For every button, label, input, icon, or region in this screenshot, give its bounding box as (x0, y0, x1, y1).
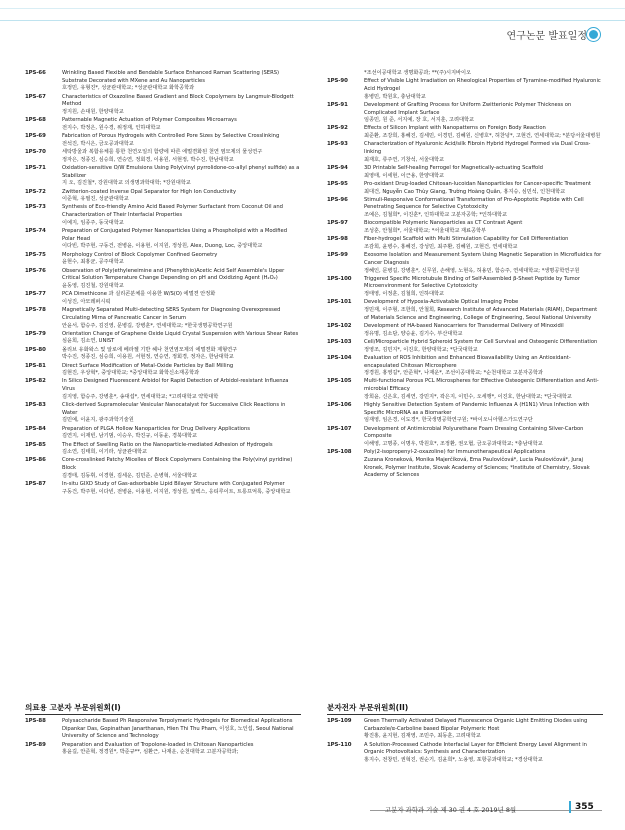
section-entries (25, 718, 301, 757)
program-entry (25, 133, 301, 148)
program-entry (327, 102, 603, 125)
left-column (25, 70, 301, 497)
program-entry (25, 718, 301, 741)
entry-id: 1PS-91 (327, 101, 348, 108)
entry-authors: 이성진, 아모레퍼시픽 (62, 298, 111, 305)
entry-id: 1PS-104 (327, 354, 352, 361)
entry-authors: Dipankar Das, Gopinathan Janarthanan, Hien Thi Thu Pham, 이성호, 노인섭, Seoul National University of Science and Technology (62, 725, 294, 740)
program-entry (327, 252, 603, 275)
entry-title: Wrinkling Based Flexible and Bendable Surface Enhanced Raman Scattering (SERS) Substrate Decorated with MXene and Au Nanoparticles (62, 70, 280, 84)
entry-authors: 김현진, 우상혁*, 중앙대학교; *중앙대학교 화학신소재공학과 (62, 370, 200, 377)
entry-authors: 김경태, 김동휘, 이경현, 김세운, 김민준, 손병혁, 서울대학교 (62, 472, 198, 479)
entry-title: Preparation of Conjugated Polymer Nanoparticles Using a Phospholipid with a Modified Polar Head (62, 228, 288, 242)
entry-title: Development of Hypoxia-Activatable Optical Imaging Probe (364, 299, 519, 306)
program-entry (327, 426, 603, 449)
program-entry (327, 78, 603, 101)
program-entry (327, 299, 603, 322)
entry-title: Preparation and Evaluation of Tropolone-loaded in Chitosan Nanoparticles (62, 741, 254, 748)
entry-title: 3D Printable Self-healing Ferrogel for Magnetically-actuating Scaffold (364, 164, 543, 171)
entry-id: 1PS-79 (25, 330, 46, 337)
entry-authors: 김연지, 이재빈, 남기범, 이승우, 박진규, 이동윤, 경북대학교 (62, 433, 198, 440)
entry-title: Orientation Change of Graphene Oxide Liquid Crystal Suspension with Various Shear Rates (62, 330, 299, 337)
entry-authors: 임재영, 임은경, 이도경*, 한국생명공학연구원; *바이오니아헬스가드연구단 (364, 417, 533, 424)
entry-authors: 임종민, 원 준, 서지예, 장 호, 서지훈, 고려대학교 (364, 117, 474, 124)
program-entry (25, 94, 301, 117)
section-molecular-electronics (327, 702, 603, 765)
entry-authors: 조성훈, 안철희*, 서울대학교; *서울대학교 재료공학부 (364, 228, 487, 235)
entry-title: Green Thermally Activated Delayed Fluorescence Organic Light Emitting Diodes using Carbazole/α-Carboline based Bipolar Polymeric Host (364, 718, 588, 732)
entry-id: 1PS-84 (25, 425, 46, 432)
entry-id: 1PS-75 (25, 251, 46, 258)
entry-authors: 정태영, 이정훈, 김철희, 인하대학교 (364, 291, 445, 298)
entry-id: 1PS-108 (327, 449, 352, 456)
entry-authors: 이준혁, 유필진, 성균관대학교 (62, 196, 129, 203)
entry-title: Characterization of Hyaluronic Acid/silk Fibroin Hybrid Hydrogel Formed via Dual Cross-linking (364, 141, 591, 156)
program-entry (25, 442, 301, 457)
entry-authors: 최준환, 조강희, 홍혜진, 김세민, 이경민, 김혜원, 신병호*, 허찬녕*, 고현건, 연세대학교; *분당서울대병원 (364, 133, 601, 140)
program-entry (327, 220, 603, 235)
program-entry (327, 276, 603, 299)
footer-bar (569, 801, 571, 813)
header-stripe (0, 0, 625, 9)
entry-authors: 정영조, 김민지*, 이진호, 한양대학교; *단국대학교 (364, 346, 478, 353)
entry-authors: 최영태, 이세현, 이근용, 한양대학교 (364, 172, 445, 179)
entry-title: Morphology Control of Block Copolymer Confined Geometry (62, 251, 218, 258)
entry-id: 1PS-81 (25, 362, 46, 369)
section-heading: 분자전자 부문위원회(II) (327, 702, 603, 715)
entry-title: Development of HA-based Nanocarriers for Transdermal Delivery of Minoxidil (364, 323, 564, 329)
program-entry (25, 331, 301, 346)
entry-title: Cell/Microparticle Hybrid Spheroid System for Cell Survival and Osteogenic Differentiation (364, 338, 598, 345)
program-entry (25, 347, 301, 362)
entry-authors: 전지수, 박정은, 원수경, 위정재, 인하대학교 (62, 124, 161, 131)
entry-title: 올리브 유화왁스 및 알로에 베라젤 기반 헤나 천연염모제의 에멀젼화 제형연구 (62, 346, 238, 353)
right-column (327, 70, 603, 481)
section-medical-polymer (25, 702, 301, 758)
header-dot-icon (587, 28, 600, 41)
entry-authors: 황진홍, 윤지현, 김재영, 조민주, 최동훈, 고려대학교 (364, 733, 481, 740)
entry-id: 1PS-94 (327, 164, 348, 171)
entry-authors: *조선이공대학교 생명화공과; **(주)시지바이오 (364, 70, 472, 76)
entry-authors: 홍지수, 전창민, 권혁진, 권순기, 김윤희*, 노용영, 포항공과대학교; *경상대학교 (364, 757, 543, 764)
program-entry (327, 125, 603, 140)
entry-title: Oxidation-sensitive O/W Emulsions Using Poly(vinyl pyrrolidone-co-allyl phenyl sulfide) as a Stabilizer (62, 164, 300, 179)
entry-authors: 구동건, 박주현, 이다빈, 전병윤, 이용현, 이지원, 정상원, 알렉스, 응티루이트, 트롱프억록, 중앙대학교 (62, 488, 291, 495)
entry-id: 1PS-71 (25, 164, 46, 171)
entry-title: 세탁방울과 복합유체를 통한 천연오일의 함량에 따른 에멀젼화된 천연 염모제의 물성연구 (62, 149, 263, 156)
entry-authors: 홍윤길, 안준혁, 정경원*, 박준규**, 심환근, 나재운, 순천대학교 고분자공학과; (62, 749, 239, 756)
entry-title: Magnetically Separated Multi-detecting SERS System for Diagnosing Overexpressed Circulating Mirna of Pancreatic Cancer in Serum (62, 307, 281, 321)
program-entry (327, 718, 603, 741)
entry-authors: 윤현수, 최홍균, 공주대학교 (62, 259, 124, 266)
entry-id: 1PS-97 (327, 220, 348, 227)
program-entry (327, 449, 603, 480)
program-entry (25, 457, 301, 480)
program-entry (25, 426, 301, 441)
entry-title: Direct Surface Modification of Metal-Oxide Particles by Ball Milling (62, 362, 234, 369)
program-entry (25, 402, 301, 425)
entry-authors: 정지원, 손대원, 한양대학교 (62, 109, 124, 116)
entry-authors: 김지영, 함승주, 강병훈*, 송대섭*, 연세대학교; *고려대학교 약학대학 (62, 393, 219, 400)
entry-id: 1PS-77 (25, 291, 46, 298)
program-entry (25, 291, 301, 306)
entry-authors: 정민재, 이주형, 조한희, 안철희, Research Institute of Advanced Materials (RIAM), Department of Materials Science and Engineering, College of Engineering, Seoul National University (364, 307, 598, 321)
entry-title: Observation of Poly(ethyleneimine and (Phenylthio)Acetic Acid Self Assemble's Upper Critical Solution Temperature Change Depending on pH and Oxidizing Agent (H₂O₂) (62, 267, 285, 282)
program-entry (327, 70, 603, 78)
entry-title: A Solution-Processed Cathode Interfacial Layer for Efficient Energy Level Alignment in Organic Photovoltaics: Synthesis and Characterization (364, 741, 587, 756)
entry-id: 1PS-87 (25, 481, 46, 488)
program-entry (327, 141, 603, 164)
entry-title: Pro-oxidant Drug-loaded Chitosan-lucoidan Nanoparticles for Cancer-specific Treatment (364, 180, 591, 187)
program-entry (25, 268, 301, 291)
footer-journal: 고분자 과학과 기술 제 30 권 4 호 2019년 8월 (385, 806, 517, 814)
entry-authors: 심윤희, 김소연, UNIST (62, 338, 115, 345)
header-band (0, 0, 625, 21)
program-entry (327, 236, 603, 251)
entry-id: 1PS-74 (25, 228, 46, 235)
entry-title: Triggered Specific Microtubule Binding of Self-Assembled β-Sheet Peptide by Tumor Microenvironment for Selective Cytotoxicity (364, 275, 580, 290)
entry-id: 1PS-72 (25, 188, 46, 195)
entry-title: Core-crosslinked Patchy Micelles of Block Copolymers Containing the Poly(vinyl pyridine) Block (62, 457, 293, 472)
entry-title: Exosome Isolation and Measurement System Using Magnetic Separation in Microfluidics for Cancer Diagnosis (364, 252, 602, 266)
program-entry (25, 363, 301, 378)
entry-title: In-situ GIXD Study of Gas-adsorbable Lipid Bilayer Structure with Conjugated Polymer (62, 481, 285, 488)
entry-authors: 정경원, 홍영길*, 안준혁*, 나재운*, 조선이공대학교; *순천대학교 고분자공학과 (364, 370, 543, 377)
entry-authors: 정유명, 김소담, 양승윤, 김기수, 부산대학교 (364, 330, 463, 337)
page-number: 355 (575, 802, 594, 812)
entry-id: 1PS-89 (25, 741, 46, 748)
program-entry (25, 70, 301, 93)
entry-authors: 호정민, 유형진*, 성균관대학교; *성균관대학교 화학공학과 (62, 85, 195, 92)
entry-id: 1PS-85 (25, 441, 46, 448)
entry-authors: 조감희, 윤병수, 홍혜진, 강성민, 최주환, 김혜원, 고현건, 연세대학교 (364, 243, 518, 250)
program-entry (25, 204, 301, 227)
entry-id: 1PS-78 (25, 307, 46, 314)
entry-id: 1PS-66 (25, 70, 46, 76)
section-heading: 의료용 고분자 부문위원회(I) (25, 702, 301, 715)
entry-authors: 홍병민, 박원호, 충남대학교 (364, 93, 426, 100)
program-entry (327, 378, 603, 401)
entry-id: 1PS-107 (327, 425, 352, 432)
entry-authors: 최재호, 류주연, 기창석, 서울대학교 (364, 156, 445, 163)
entry-id: 1PS-67 (25, 93, 46, 100)
entry-id: 1PS-99 (327, 252, 348, 259)
entry-id: 1PS-90 (327, 78, 348, 85)
entry-id: 1PS-100 (327, 275, 352, 282)
entry-id: 1PS-73 (25, 204, 46, 211)
entry-title: Preparation of PLGA Hollow Nanoparticles for Drug Delivery Applications (62, 425, 250, 432)
entry-title: Polysaccharide Based Ph Responsive Terpolymeric Hydrogels for Biomedical Applications (62, 718, 293, 724)
entry-title: In Silico Designed Fluorescent Arbidol for Rapid Detection of Arbidol-resistant Influenza Virus (62, 378, 289, 393)
program-entry (25, 117, 301, 132)
program-entry (327, 323, 603, 338)
entry-title: Multi-functional Porous PCL Microspheres for Effective Osteogenic Differentiation and Anti-microbial Efficacy (364, 378, 599, 393)
program-entry (25, 252, 301, 267)
program-entry (327, 181, 603, 196)
entry-id: 1PS-86 (25, 457, 46, 464)
entry-title: Development of Grafting Process for Uniform Zwitterionic Polymer Thickness on Complicated Implant Surface (364, 101, 572, 116)
entry-id: 1PS-98 (327, 236, 348, 243)
entry-title: Biocompatible Polymeric Nanoparticles as CT Contrast Agent (364, 220, 523, 227)
entry-id: 1PS-101 (327, 299, 352, 306)
program-entry (327, 165, 603, 180)
entry-title: Zwitterion-coated Inverse Opal Separator for High Ion Conductivity (62, 188, 237, 195)
program-entry (25, 189, 301, 204)
entry-authors: 전석진, 박시은, 금오공과대학교 (62, 140, 134, 147)
entry-authors: 김소연, 김태희, 이기라, 성균관대학교 (62, 449, 148, 456)
entry-authors: 이해영, 고명종, 이명우, 박원호*, 조정환, 권오협, 금오공과대학교; *충남대학교 (364, 441, 543, 448)
entry-authors: 박수진, 정종진, 심승희, 이용원, 서현정, 연승연, 정회경, 정자은, 한남대학교 (62, 354, 234, 361)
entry-title: PCA Dimethicone 과 실리콘분체를 이용한 W/S(O) 에멀젼 안정화 (62, 291, 216, 298)
entry-title: Fiber-hydrogel Scaffold with Multi Stimulation Capability for Cell Differentiation (364, 236, 569, 243)
program-entry (25, 307, 301, 330)
entry-authors: 장희윤, 신은호, 김세연, 강민지*, 곽은지, 이민수, 오세행*, 이진호, 한남대학교; *단국대학교 (364, 393, 572, 400)
entry-id: 1PS-105 (327, 378, 352, 385)
entry-title: Development of Antimicrobial Polyurethane Foam Dressing Containing Silver-Carbon Composite (364, 425, 584, 440)
program-entry (25, 742, 301, 757)
program-entry (327, 742, 603, 765)
entry-authors: 정자은, 정종진, 심승희, 연승연, 정회경, 이용원, 서현정, 박수진, 한남대학교 (62, 156, 234, 163)
entry-id: 1PS-70 (25, 149, 46, 156)
entry-id: 1PS-109 (327, 718, 352, 724)
entry-id: 1PS-106 (327, 402, 352, 409)
program-entry (25, 481, 301, 496)
entry-id: 1PS-83 (25, 402, 46, 409)
entry-id: 1PS-69 (25, 133, 46, 140)
entry-title: Fabrication of Porous Hydrogels with Controlled Pore Sizes by Selective Crosslinking (62, 133, 280, 140)
entry-id: 1PS-110 (327, 741, 352, 748)
entry-authors: 이예지, 임종주, 동국대학교 (62, 219, 124, 226)
entry-id: 1PS-96 (327, 196, 348, 203)
entry-title: Effects of Silicon Implant with Nanopatterns on Foreign Body Reaction (364, 125, 546, 132)
program-entry (327, 339, 603, 354)
page-header-title: 연구논문 발표일정 (506, 31, 587, 42)
entry-title: Characteristics of Oxazoline Based Gradient and Block Copolymers by Langmuir-Blodgett Method (62, 93, 294, 108)
entry-id: 1PS-88 (25, 718, 46, 724)
entry-id: 1PS-82 (25, 378, 46, 385)
entry-authors: 안윤서, 함승주, 김진영, 문병길, 강병훈*, 연세대학교; *한국생명공학연구원 (62, 322, 233, 329)
entry-authors: 조예은, 김철희*, 이진훈*, 인하대학교 고분자공학; *인하대학교 (364, 212, 507, 219)
entry-authors: 김민예, 이윤지, 광주과학기술원 (62, 417, 134, 424)
program-entry (25, 165, 301, 188)
entry-id: 1PS-68 (25, 117, 46, 124)
program-entry (327, 402, 603, 425)
entry-title: Patternable Magnetic Actuation of Polymer Composites Microarrays (62, 117, 237, 124)
entry-id: 1PS-95 (327, 180, 348, 187)
program-entry (327, 355, 603, 378)
entry-id: 1PS-92 (327, 125, 348, 132)
entry-id: 1PS-102 (327, 323, 352, 329)
entry-authors: 지 오, 김진철*, 강원대학교 의생명과학대학; *강원대학교 (62, 180, 191, 187)
entry-title: Click-derived Supramolecular Vesicular Nanocatalyst for Successive Click Reactions in Water (62, 402, 286, 416)
entry-id: 1PS-93 (327, 141, 348, 148)
entry-authors: 최대건, Nguyễn Cao Thùy Giang, Trường Hoàng Quân, 홍지승, 심민석, 인천대학교 (364, 188, 566, 195)
entry-authors: 정혜인, 문병길, 강병훈*, 신무원, 손해영, 노현옥, 허용민, 함승주, 연세대학교; *생명공학연구원 (364, 267, 580, 274)
section-entries (327, 718, 603, 765)
entry-authors: Zuzana Kroneková, Monika Majerčíková, Ema Paulovičová*, Lucia Paulovičová*, Juraj Kronek, Polymer Institute, Slovak Academy of Sciences; *Institute of Chemistry, Slovak Academy of Sciences (364, 456, 590, 479)
program-entry (327, 197, 603, 220)
entry-authors: 이다빈, 박주현, 구동건, 전병윤, 이용현, 이지원, 정상원, Alex, Duong, Loc, 중앙대학교 (62, 243, 263, 250)
entry-title: Poly(2-isopropenyl-2-oxazoline) for Immunotherapeutical Applications (364, 449, 546, 456)
program-entry (25, 228, 301, 251)
entry-authors: 윤동영, 김진철, 강원대학교 (62, 282, 124, 289)
program-entry (25, 149, 301, 164)
entry-title: Effect of Visible Light Irradiation on Rheological Properties of Tyramine-modified Hyaluronic Acid Hydrogel (364, 78, 601, 92)
entry-title: Synthesis of Eco-friendly Amino Acid Based Polymer Surfactant from Coconut Oil and Characterization of Their Interfacial Properties (62, 204, 283, 219)
entry-id: 1PS-103 (327, 338, 352, 345)
entry-id: 1PS-76 (25, 267, 46, 274)
entry-title: Stimuli-Responsive Conformational Transformation of Pro-Apoptotic Peptide with Cell Penetrating Sequence for Selective Cytotoxicity (364, 196, 584, 211)
program-entry (25, 378, 301, 401)
entry-title: Highly Sensitive Detection System of Pandemic Influenza A (H1N1) Virus Infection with Specific MicroRNA as a Biomarker (364, 402, 590, 416)
entry-title: Evaluation of ROS Inhibition and Enhanced Bioavailability Using an Antioxidant-encapsulated Chitosan Microsphere (364, 354, 571, 369)
entry-title: The Effect of Swelling Ratio on the Nanoparticle-mediated Adhesion of Hydrogels (62, 441, 273, 448)
entry-id: 1PS-80 (25, 346, 46, 353)
